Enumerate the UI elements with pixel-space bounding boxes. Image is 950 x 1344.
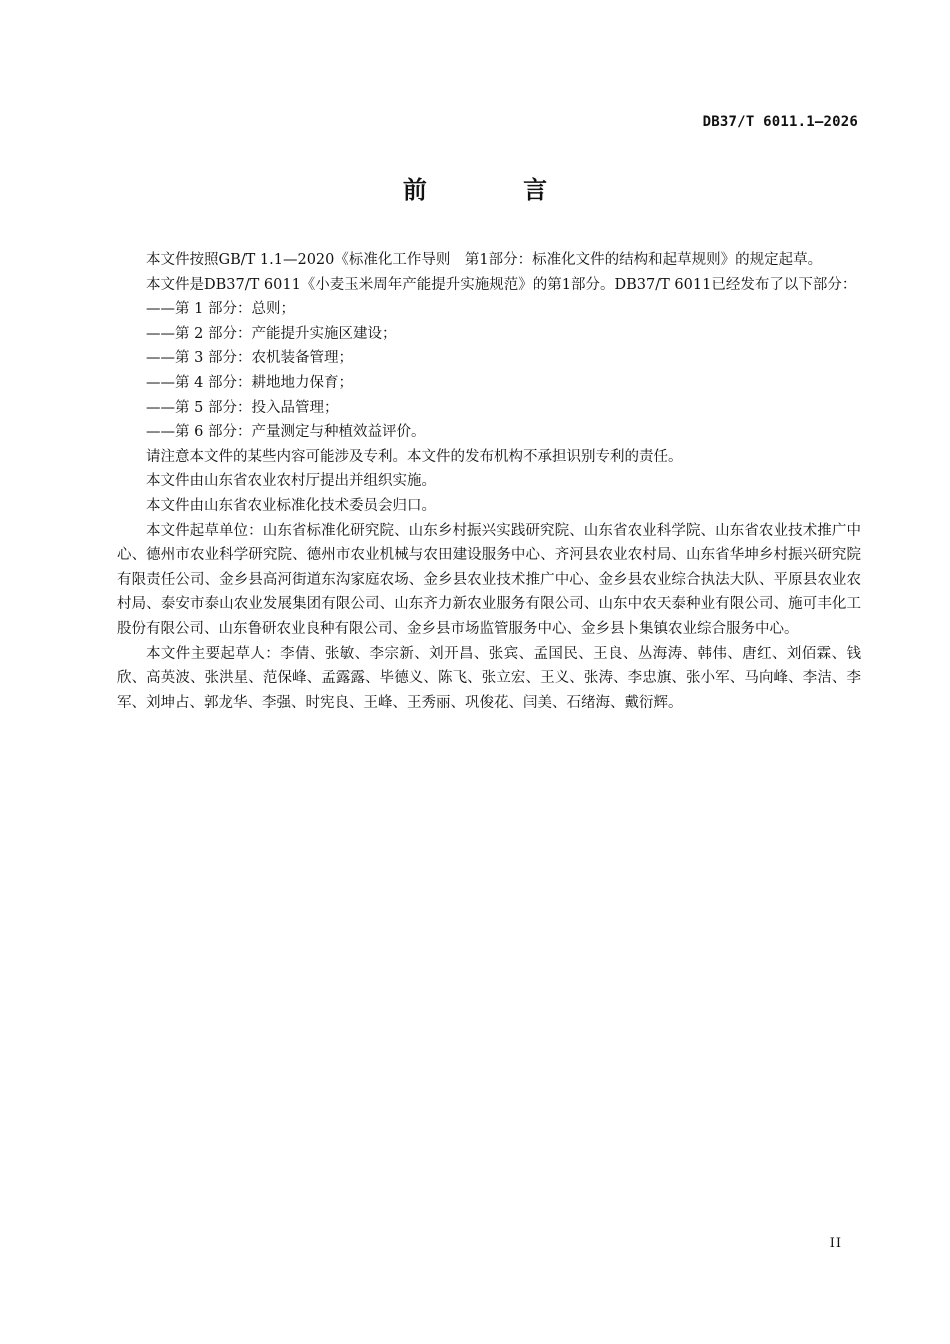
paragraph-patent-notice: 请注意本文件的某些内容可能涉及专利。本文件的发布机构不承担识别专利的责任。 [146, 448, 683, 465]
list-item-part-5: ——第 5 部分：投入品管理； [146, 399, 339, 416]
paragraph-drafting-rules: 本文件按照GB/T 1.1—2020《标准化工作导则 第1部分：标准化文件的结构和起草规则》的规定起草。 [146, 252, 823, 268]
page-number: II [829, 1236, 842, 1251]
document-code: DB37/T 6011.1—2026 [702, 114, 858, 130]
list-item-part-4: ——第 4 部分：耕地地力保育； [146, 374, 353, 391]
paragraph-series-intro: 本文件是DB37/T 6011《小麦玉米周年产能提升实施规范》的第1部分。DB37/T 6011已经发布了以下部分： [146, 276, 857, 293]
list-item-part-6: ——第 6 部分：产量测定与种植效益评价。 [146, 424, 426, 441]
paragraph-drafting-units: 本文件起草单位：山东省标准化研究院、山东乡村振兴实践研究院、山东省农业科学院、山东省农业技术推广中心、德州市农业科学研究院、德州市农业机械与农田建设服务中心、齐河县农业农村局、山东省华坤乡村振兴研究院有限责任公司、金乡县高河街道东沟家庭农场、金乡县农业技术推广中心、金乡县农业综合执法大队、平原县农业农村局、泰安市泰山农业发展集团有限公司、山东齐力新农业服务有限公司、山东中农天泰种业有限公司、施可丰化工股份有限公司、山东鲁研农业良种有限公司、金乡县市场监管服务中心、金乡县卜集镇农业综合服务中心。 [117, 522, 861, 637]
list-item-part-2: ——第 2 部分：产能提升实施区建设； [146, 325, 397, 342]
paragraph-proposer: 本文件由山东省农业农村厅提出并组织实施。 [146, 473, 436, 490]
list-item-part-3: ——第 3 部分：农机装备管理； [146, 350, 353, 367]
list-item-part-1: ——第 1 部分：总则； [146, 301, 295, 318]
paragraph-drafters: 本文件主要起草人：李倩、张敏、李宗新、刘开昌、张宾、孟国民、王良、丛海涛、韩伟、唐红、刘佰霖、钱欣、高英波、张洪星、范保峰、孟露露、毕德义、陈飞、张立宏、王义、张涛、李忠旗、张小军、马向峰、李洁、李军、刘坤占、郭龙华、李强、时宪良、王峰、王秀丽、巩俊花、闫美、石绪海、戴衍辉。 [117, 645, 861, 711]
page-title: 前 言 [402, 176, 592, 204]
paragraph-committee: 本文件由山东省农业标准化技术委员会归口。 [146, 497, 436, 514]
preface-body [117, 248, 861, 715]
